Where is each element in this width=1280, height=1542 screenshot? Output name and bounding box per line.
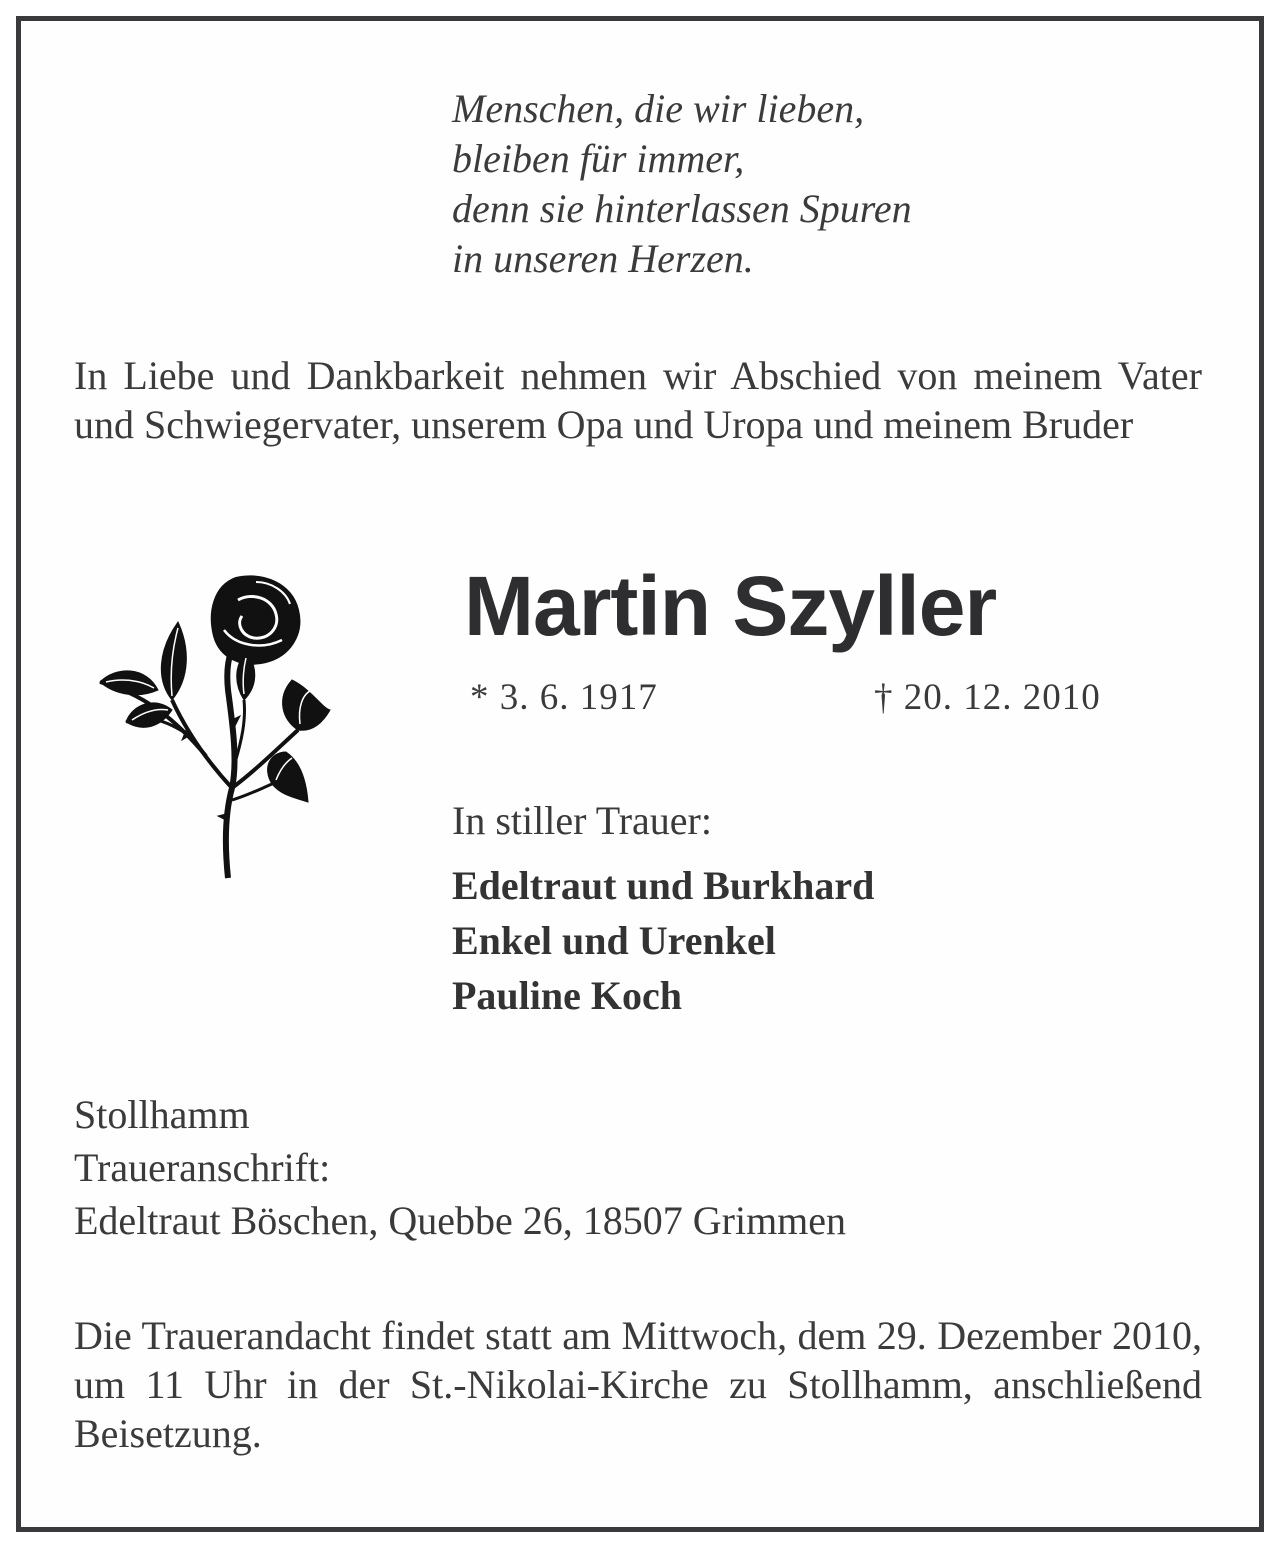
mourners-list: [452, 858, 874, 1023]
deceased-name: Martin Szyller: [464, 559, 997, 653]
place-name: Stollhamm: [74, 1092, 250, 1137]
address-label: Traueranschrift:: [74, 1145, 331, 1190]
poem-line: Menschen, die wir lieben,: [452, 86, 865, 131]
poem-line: in unseren Herzen.: [452, 236, 754, 281]
mourner-name: Edeltraut und Burkhard: [452, 863, 875, 908]
mourner-name: Enkel und Urenkel: [452, 918, 776, 963]
memorial-poem: [452, 84, 912, 284]
service-paragraph: Die Trauerandacht findet statt am Mittwoch, dem 29. Dezember 2010, um 11 Uhr in der St.-Nikolai-Kirche zu Stollhamm, anschließend Beisetzung.: [74, 1313, 1202, 1456]
address-block: [74, 1088, 846, 1247]
intro-paragraph: In Liebe und Dankbarkeit nehmen wir Abschied von meinem Vater und Schwiegervater, unserem Opa und Uropa und meinem Bruder: [74, 353, 1202, 447]
death-date: † 20. 12. 2010: [874, 677, 1101, 718]
address-line: Edeltraut Böschen, Quebbe 26, 18507 Grimmen: [74, 1198, 847, 1243]
birth-date: * 3. 6. 1917: [470, 677, 658, 718]
rose-icon: [86, 570, 336, 880]
poem-line: bleiben für immer,: [452, 136, 745, 181]
mourning-label: In stiller Trauer:: [452, 798, 712, 843]
poem-line: denn sie hinterlassen Spuren: [452, 186, 912, 231]
mourner-name: Pauline Koch: [452, 973, 683, 1018]
